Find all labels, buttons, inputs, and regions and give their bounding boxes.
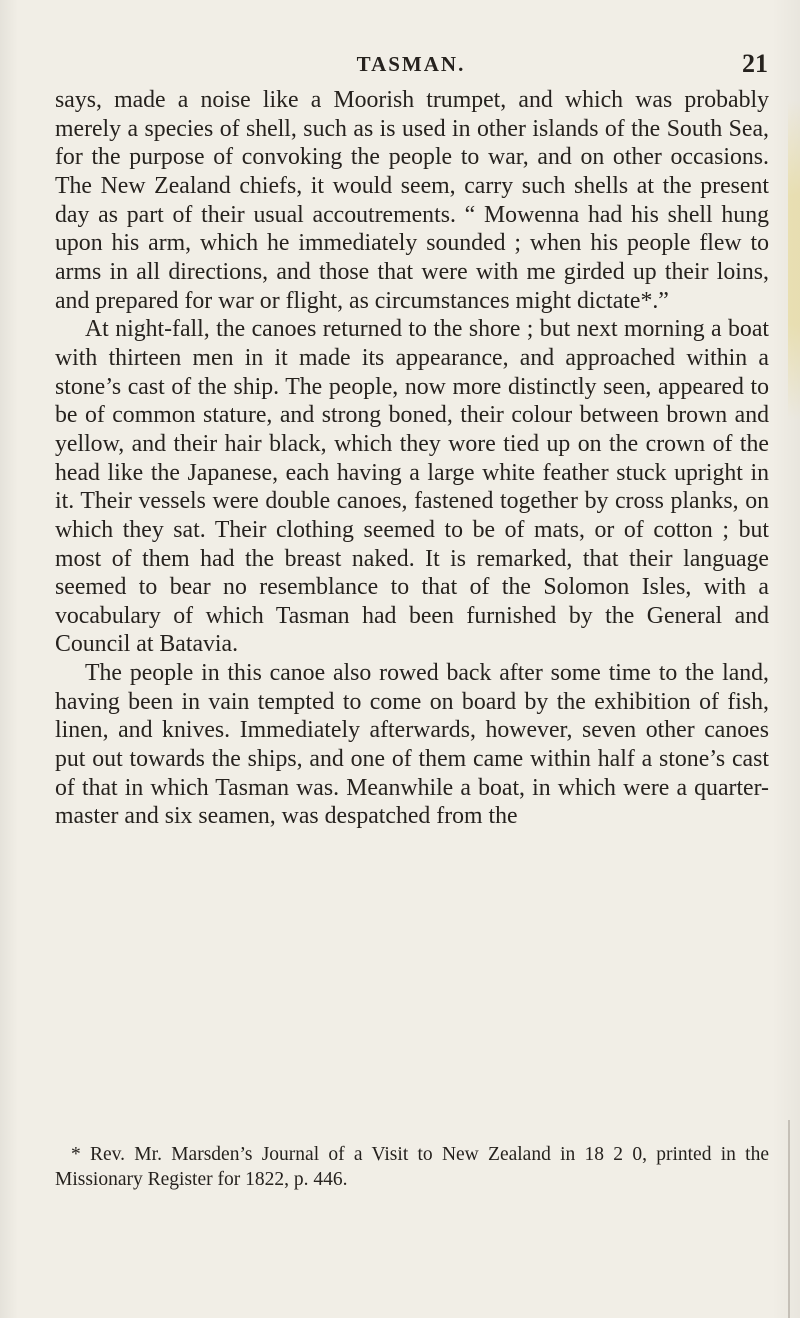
- footnote: * Rev. Mr. Marsden’s Journal of a Visit to New Zealand in 18 2 0, printed in the Missionary Register for 1822, p. 446.: [55, 1144, 769, 1190]
- page-shadow: [0, 0, 18, 1318]
- paragraph: The people in this canoe also rowed back after some time to the land, having been in vain tempted to come on board by the exhibition of fish, linen, and knives. Immediately afterwards, however, seven other canoes put out towards the ships, and one of them came within half a stone’s cast of that in which Tasman was. Meanwhile a boat, in which were a quarter-master and six seamen, was despatched from the: [55, 660, 769, 830]
- footnotes: [55, 1142, 769, 1192]
- body-text: [55, 86, 769, 831]
- page-edge-line: [788, 1120, 790, 1318]
- running-head: TASMAN.: [356, 52, 466, 76]
- paragraph: says, made a noise like a Moorish trumpet, and which was probably merely a species of shell, such as is used in other islands of the South Sea, for the purpose of convoking the people to war, and on other occasions. The New Zealand chiefs, it would seem, carry such shells at the present day as part of their usual accoutrements. “ Mowenna had his shell hung upon his arm, which he immediately sounded ; when his people flew to arms in all directions, and those that were with me girded up their loins, and prepared for war or flight, as circumstances might dictate*.”: [55, 87, 769, 314]
- paragraph: At night-fall, the canoes returned to the shore ; but next morning a boat with thirteen men in it made its appearance, and approached within a stone’s cast of the ship. The people, now more distinctly seen, appeared to be of common stature, and strong boned, their colour between brown and yellow, and their hair black, which they wore tied up on the crown of the head like the Japanese, each having a large white feather stuck upright in it. Their vessels were double canoes, fastened together by cross planks, on which they sat. Their clothing seemed to be of mats, or of cotton ; but most of them had the breast naked. It is remarked, that their language seemed to bear no resemblance to that of the Solomon Isles, with a vocabulary of which Tasman had been furnished by the General and Council at Batavia.: [55, 316, 769, 658]
- page-edge-stain: [788, 100, 800, 420]
- page-number: 21: [742, 49, 768, 78]
- page-header: [52, 49, 770, 82]
